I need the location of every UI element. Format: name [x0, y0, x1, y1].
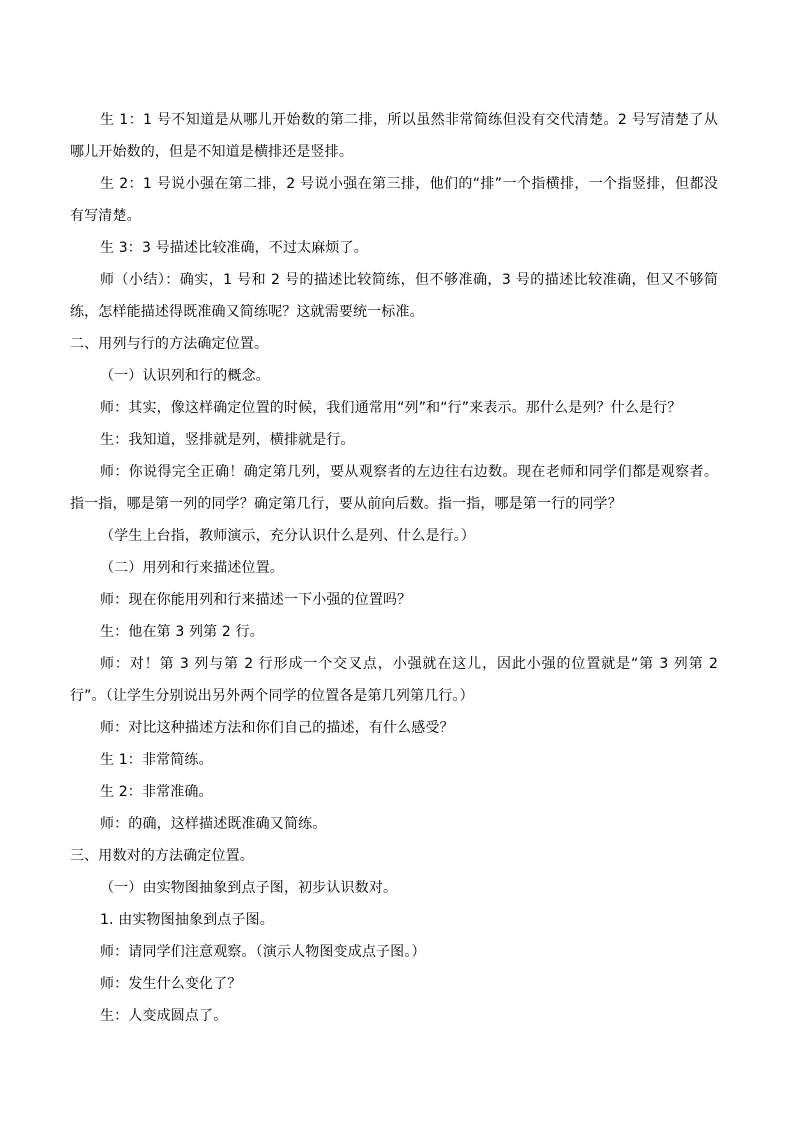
paragraph-student-answer-2: 生：他在第 3 列第 2 行。 — [100, 624, 264, 640]
paragraph-teacher-compare: 师：对比这种描述方法和你们自己的描述，有什么感受？ — [100, 720, 454, 736]
paragraph-teacher-conclusion: 师：的确，这样描述既准确又简练。 — [100, 816, 327, 832]
paragraph-teacher-question-2: 师：现在你能用列和行来描述一下小强的位置吗？ — [100, 592, 412, 608]
paragraph-teacher-explanation: 师：你说得完全正确！确定第几列，要从观察者的左边往右边数。现在老师和同学们都是观察者。指一指，哪是第一列的同学？确定第几行，要从前向后数。指一指，哪是第一行的同学？ — [70, 464, 718, 512]
paragraph-student1-feeling: 生 1：非常简练。 — [100, 752, 213, 768]
paragraph-student3-answer: 生 3：3 号描述比较准确，不过太麻烦了。 — [100, 240, 368, 256]
paragraph-teacher-summary: 师（小结）：确实，1 号和 2 号的描述比较简练，但不够准确，3 号的描述比较准确，但又不够简练，怎样能描述得既准确又简练呢？这就需要统一标准。 — [70, 272, 718, 320]
subsection-heading-2-2: （二）用列和行来描述位置。 — [100, 560, 284, 576]
subsection-heading-3-1: （一）由实物图抽象到点子图，初步认识数对。 — [100, 880, 398, 896]
step-heading-1: 1. 由实物图抽象到点子图。 — [100, 912, 274, 928]
paragraph-student2-feeling: 生 2：非常准确。 — [100, 784, 213, 800]
paragraph-teacher-change-question: 师：发生什么变化了？ — [100, 976, 242, 992]
paragraph-teacher-confirm: 师：对！第 3 列与第 2 行形成一个交叉点，小强就在这儿，因此小强的位置就是“第 3 列第 2 行”。（让学生分别说出另外两个同学的位置各是第几列第几行。） — [70, 656, 718, 704]
paragraph-student-answer: 生：我知道，竖排就是列，横排就是行。 — [100, 432, 355, 448]
paragraph-teacher-observe: 师：请同学们注意观察。（演示人物图变成点子图。） — [100, 944, 426, 960]
document-page — [70, 104, 718, 1032]
paragraph-teacher-question: 师：其实，像这样确定位置的时候，我们通常用“列”和“行”来表示。那什么是列？什么是行？ — [100, 400, 682, 416]
paragraph-activity-note: （学生上台指，教师演示，充分认识什么是列、什么是行。） — [100, 528, 476, 544]
subsection-heading-2-1: （一）认识列和行的概念。 — [100, 368, 270, 384]
paragraph-student2-answer: 生 2：1 号说小强在第二排，2 号说小强在第三排，他们的“排”一个指横排，一个指竖排，但都没有写清楚。 — [70, 176, 718, 224]
section-heading-2: 二、用列与行的方法确定位置。 — [70, 336, 269, 352]
paragraph-student-change-answer: 生：人变成圆点了。 — [100, 1008, 228, 1024]
section-heading-3: 三、用数对的方法确定位置。 — [70, 848, 254, 864]
paragraph-student1-answer: 生 1：1 号不知道是从哪儿开始数的第二排，所以虽然非常简练但没有交代清楚。2 号写清楚了从哪儿开始数的，但是不知道是横排还是竖排。 — [70, 112, 718, 160]
